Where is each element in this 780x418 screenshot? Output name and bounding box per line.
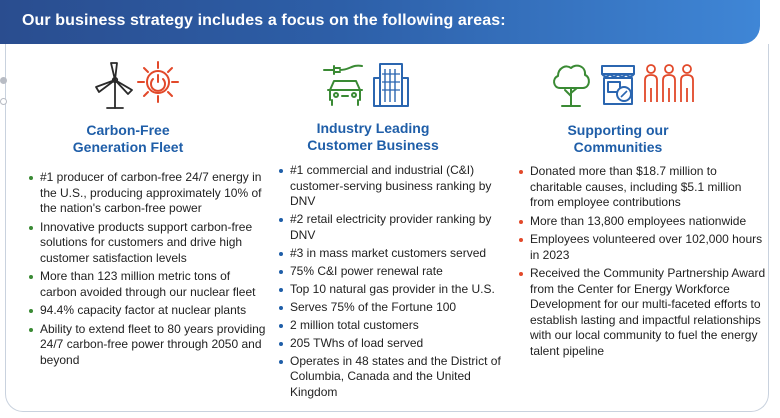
list-item: More than 13,800 employees nationwide	[518, 214, 768, 230]
column-title	[278, 120, 468, 154]
column-icons	[28, 60, 268, 116]
column-title-line2: Communities	[573, 139, 663, 155]
storefront-icon	[598, 60, 638, 108]
office-building-icon	[372, 60, 410, 108]
carousel-dot-active[interactable]	[0, 77, 7, 84]
wind-turbine-icon	[92, 60, 138, 110]
bullet-list	[518, 164, 768, 362]
solar-power-icon	[136, 60, 180, 104]
column-title-line2: Generation Fleet	[72, 139, 184, 155]
list-item: 2 million total customers	[278, 318, 518, 334]
column-title-line1: Carbon-Free	[86, 122, 170, 138]
tree-icon	[550, 60, 592, 108]
list-item: 75% C&I power renewal rate	[278, 264, 518, 280]
list-item: Top 10 natural gas provider in the U.S.	[278, 282, 518, 298]
list-item: Innovative products support carbon-free solutions for customers and drive high customer satisfaction levels	[28, 220, 268, 267]
list-item: #3 in mass market customers served	[278, 246, 518, 262]
list-item: Ability to extend fleet to 80 years providing 24/7 carbon-free power through 2050 and beyond	[28, 322, 268, 369]
list-item: Operates in 48 states and the District of Columbia, Canada and the United Kingdom	[278, 354, 518, 401]
column-carbon-free	[28, 60, 268, 367]
list-item: #1 producer of carbon-free 24/7 energy in the U.S., producing approximately 10% of the nation's carbon-free power	[28, 170, 268, 217]
list-item: 205 TWhs of load served	[278, 336, 518, 352]
column-icons	[518, 60, 768, 116]
people-icon	[642, 60, 696, 106]
column-customer-business	[278, 60, 520, 399]
list-item: Employees volunteered over 102,000 hours in 2023	[518, 232, 768, 263]
list-item: #2 retail electricity provider ranking by DNV	[278, 212, 518, 243]
list-item: #1 commercial and industrial (C&I) customer-serving business ranking by DNV	[278, 163, 518, 210]
list-item: Donated more than $18.7 million to charitable causes, including $5.1 million from employee contributions	[518, 164, 768, 211]
column-title-line1: Supporting our	[567, 122, 669, 138]
carousel-dot[interactable]	[0, 98, 7, 105]
header-title: Our business strategy includes a focus on the following areas:	[22, 12, 506, 29]
column-title	[518, 122, 718, 156]
list-item: More than 123 million metric tons of carbon avoided through our nuclear fleet	[28, 269, 268, 300]
bullet-list	[28, 170, 268, 371]
electric-car-icon	[320, 60, 370, 108]
list-item: Serves 75% of the Fortune 100	[278, 300, 518, 316]
column-title-line1: Industry Leading	[316, 120, 430, 136]
column-title	[28, 122, 228, 156]
bullet-list	[278, 163, 518, 403]
header-banner	[0, 0, 760, 44]
list-item: 94.4% capacity factor at nuclear plants	[28, 303, 268, 319]
list-item: Received the Community Partnership Award from the Center for Energy Workforce Development for our multi-faceted efforts to establish lasting and impactful relationships with our local community to fuel the energy talent pipeline	[518, 266, 768, 359]
column-communities	[518, 60, 768, 358]
column-icons	[278, 60, 520, 116]
column-title-line2: Customer Business	[307, 137, 439, 153]
